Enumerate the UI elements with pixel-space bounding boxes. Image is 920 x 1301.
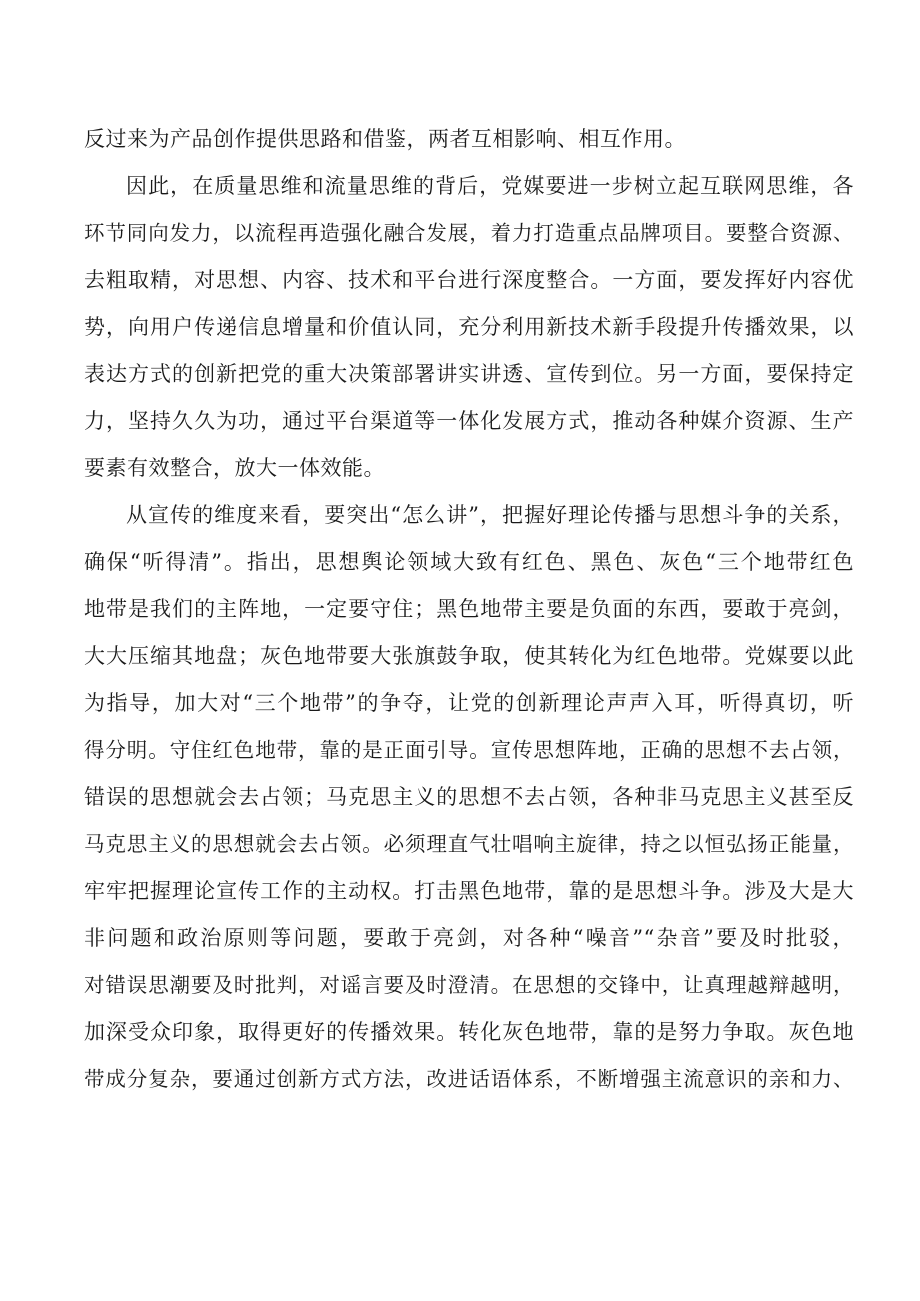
text-line: 地带是我们的主阵地，一定要守住；黑色地带主要是负面的东西，要敢于亮剑， bbox=[84, 597, 854, 621]
text-line: 反过来为产品创作提供思路和借鉴，两者互相影响、相互作用。 bbox=[84, 127, 686, 151]
text-line: 表达方式的创新把党的重大决策部署讲实讲透、宣传到位。另一方面，要保持定 bbox=[84, 362, 854, 386]
text-line: 去粗取精，对思想、内容、技术和平台进行深度整合。一方面，要发挥好内容优 bbox=[84, 268, 854, 292]
text-line: 大大压缩其地盘；灰色地带要大张旗鼓争取，使其转化为红色地带。党媒要以此 bbox=[84, 644, 854, 668]
text-line: 非问题和政治原则等问题，要敢于亮剑，对各种“噪音”“杂音”要及时批驳， bbox=[84, 926, 854, 950]
text-line: 要素有效整合，放大一体效能。 bbox=[84, 456, 385, 480]
text-line: 从宣传的维度来看，要突出“怎么讲”，把握好理论传播与思想斗争的关系， bbox=[126, 503, 854, 527]
text-line: 加深受众印象，取得更好的传播效果。转化灰色地带，靠的是努力争取。灰色地 bbox=[84, 1020, 854, 1044]
text-line: 马克思主义的思想就会去占领。必须理直气壮唱响主旋律，持之以恒弘扬正能量， bbox=[84, 832, 854, 856]
text-line: 环节同向发力，以流程再造强化融合发展，着力打造重点品牌项目。要整合资源、 bbox=[84, 221, 854, 245]
paragraph-1 bbox=[84, 116, 854, 163]
text-line: 带成分复杂，要通过创新方式方法，改进话语体系，不断增强主流意识的亲和力、 bbox=[84, 1067, 854, 1091]
document-body bbox=[84, 116, 854, 1103]
text-line: 对错误思潮要及时批判，对谣言要及时澄清。在思想的交锋中，让真理越辩越明， bbox=[84, 973, 854, 997]
text-line: 错误的思想就会去占领；马克思主义的思想不去占领，各种非马克思主义甚至反 bbox=[84, 785, 854, 809]
text-line: 确保“听得清”。指出，思想舆论领域大致有红色、黑色、灰色“三个地带红色 bbox=[84, 550, 854, 574]
text-line: 为指导，加大对“三个地带”的争夺，让党的创新理论声声入耳，听得真切，听 bbox=[84, 691, 854, 715]
text-line: 得分明。守住红色地带，靠的是正面引导。宣传思想阵地，正确的思想不去占领， bbox=[84, 738, 854, 762]
text-line: 力，坚持久久为功，通过平台渠道等一体化发展方式，推动各种媒介资源、生产 bbox=[84, 409, 854, 433]
paragraph-2 bbox=[84, 163, 854, 492]
text-line: 因此，在质量思维和流量思维的背后，党媒要进一步树立起互联网思维，各 bbox=[126, 174, 854, 198]
text-line: 牢牢把握理论宣传工作的主动权。打击黑色地带，靠的是思想斗争。涉及大是大 bbox=[84, 879, 854, 903]
text-line: 势，向用户传递信息增量和价值认同，充分利用新技术新手段提升传播效果，以 bbox=[84, 315, 854, 339]
paragraph-3 bbox=[84, 492, 854, 1103]
